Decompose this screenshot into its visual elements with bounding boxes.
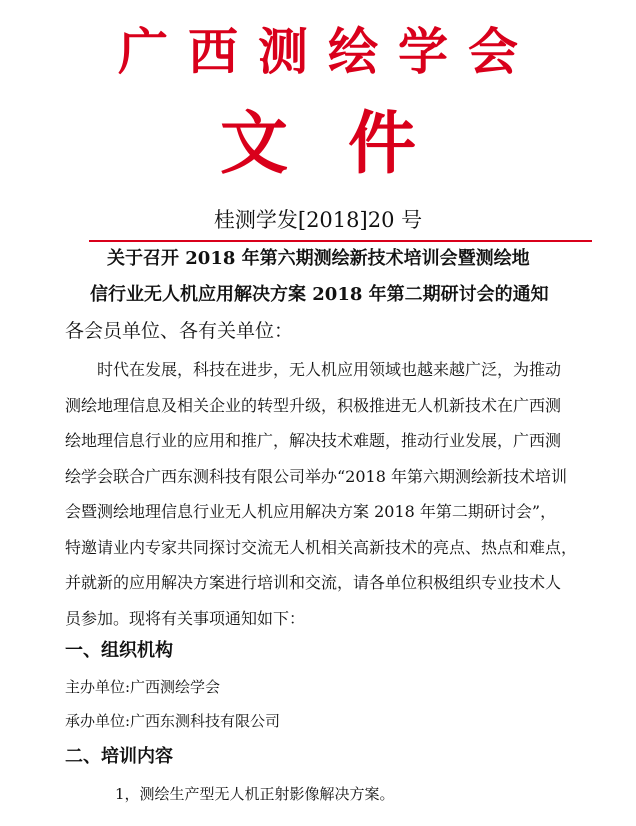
document-type-header: 文件 [219,104,476,184]
training-content-item: 1，测绘生产型无人机正射影像解决方案。 [115,785,395,803]
body-line: 并就新的应用解决方案进行培训和交流，请各单位积极组织专业技术人 [65,573,562,592]
body-line: 会暨测绘地理信息行业无人机应用解决方案 2018 年第二期研讨会”， [65,502,557,521]
body-line: 绘学会联合广西东测科技有限公司举办“2018 年第六期测绘新技术培训 [65,466,567,486]
body-line: 测绘地理信息及相关企业的转型升级，积极推进无人机新技术在广西测 [65,395,562,415]
red-divider-rule [89,240,592,242]
co-organizer-line: 承办单位:广西东测科技有限公司 [65,712,281,730]
salutation: 各会员单位、各有关单位： [65,320,294,342]
org-name-header: 广西测绘学会 [118,22,538,81]
notice-title-line-1: 关于召开 2018 年第六期测绘新技术培训会暨测绘地 [107,248,530,269]
section-heading-training-content: 二、培训内容 [65,746,173,767]
section-heading-organization: 一、组织机构 [65,640,173,661]
body-line: 绘地理信息行业的应用和推广，解决技术难题，推动行业发展，广西测 [65,431,562,450]
notice-title-line-2: 信行业无人机应用解决方案 2018 年第二期研讨会的通知 [90,284,549,305]
body-line: 特邀请业内专家共同探讨交流无人机相关高新技术的亮点、热点和难点， [65,537,578,557]
document-number: 桂测学发[2018]20 号 [213,208,423,232]
body-line: 员参加。现将有关事项通知如下： [65,608,306,628]
organizer-line: 主办单位:广西测绘学会 [65,678,221,696]
body-line: 时代在发展，科技在进步，无人机应用领域也越来越广泛，为推动 [97,360,562,379]
body-paragraph [65,352,577,636]
